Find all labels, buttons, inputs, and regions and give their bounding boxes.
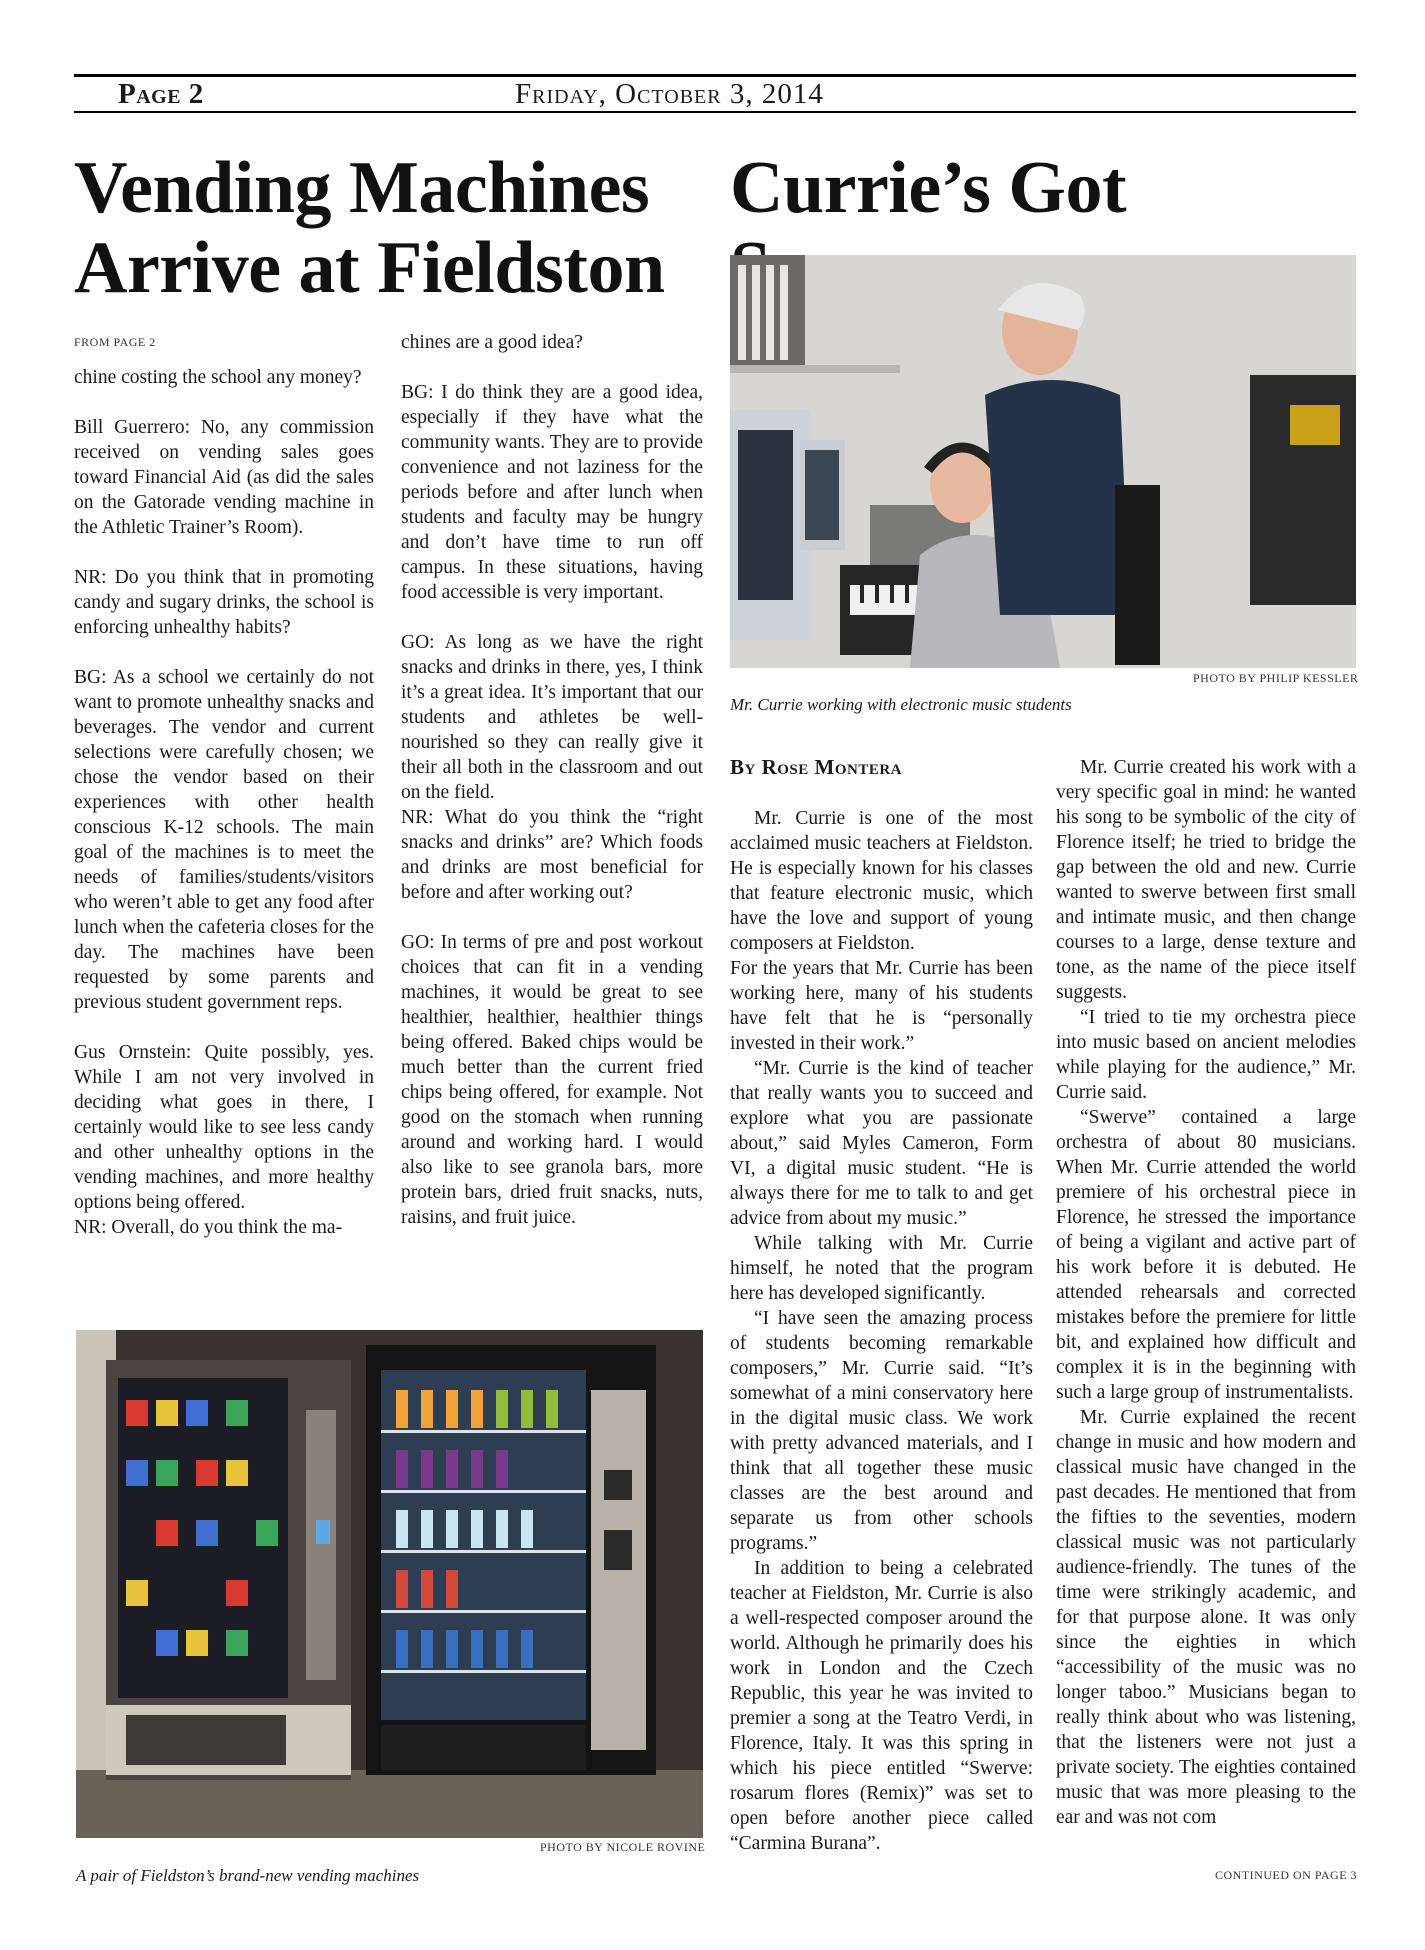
- vending-c1-p1: Bill Guerrero: No, any commission received on vending sales goes toward Financial Aid (as did the sales on the Gatorade vending machine in the Athletic Trainer’s Room).: [74, 417, 374, 538]
- vending-headline-line1: Vending Machines: [74, 147, 650, 229]
- currie-c2-p1: “I tried to tie my orchestra piece into music based on ancient melodies while playing for the audience,” Mr. Currie said.: [1056, 1007, 1356, 1103]
- vending-column-2: [401, 330, 703, 1230]
- top-rule: [74, 74, 1356, 77]
- currie-headline: Currie’s Got: [730, 147, 1127, 229]
- vending-c2-p2: GO: As long as we have the right snacks and drinks in there, yes, I think it’s a great idea. It’s important that our students and athletes be well-nourished so they can really give it their all both in the classroom and out on the field.: [401, 632, 703, 803]
- header-rule: [74, 111, 1356, 113]
- vending-headline-line2: Arrive at Fieldston: [74, 227, 665, 309]
- vending-c1-p2: NR: Do you think that in promoting candy and sugary drinks, the school is enforcing unhealthy habits?: [74, 567, 374, 638]
- vending-photo-credit: PHOTO BY NICOLE ROVINE: [540, 1840, 706, 1854]
- currie-c2-p0: Mr. Currie created his work with a very specific goal in mind: he wanted his song to be symbolic of the city of Florence itself; he tried to bridge the gap between the old and new. Currie wanted to swerve between first small and intimate music, and then change courses to a large, dense texture and tone, as the name of the piece itself suggests.: [1056, 757, 1356, 1003]
- vending-machines-photo: [76, 1330, 703, 1838]
- vending-c1-p0: chine costing the school any money?: [74, 367, 362, 388]
- vending-machines-illustration: [76, 1330, 703, 1838]
- currie-c1-p1: For the years that Mr. Currie has been working here, many of his students have felt that he is “personally invested in their work.”: [730, 958, 1033, 1054]
- currie-photo: [730, 255, 1356, 668]
- issue-date: Friday, October 3, 2014: [515, 78, 824, 110]
- currie-c1-p5: In addition to being a celebrated teacher at Fieldston, Mr. Currie is also a well-respected composer around the world. Although he primarily does his work in London and the Czech Republic, this year he was invited to premier a song at the Teatro Verdi, in Florence, Italy. It was this spring in which his piece entitled “Swerve: rosarum flores (Remix)” was set to open before another piece called “Carmina Burana”.: [730, 1558, 1033, 1854]
- vending-headline: [74, 148, 714, 308]
- page-folio: Page 2: [118, 78, 204, 110]
- currie-photo-caption: Mr. Currie working with electronic music students: [730, 695, 1072, 714]
- currie-column-1: [730, 806, 1033, 1856]
- currie-c2-p2: “Swerve” contained a large orchestra of about 80 musicians. When Mr. Currie attended the world premiere of his orchestral piece in Florence, he stressed the importance of being a vigilant and active part of his work before it is debuted. He attended rehearsals and corrected mistakes before the premiere for little bit, and explained how difficult and complex it is in the beginning with such a large group of instrumentalists.: [1056, 1107, 1356, 1403]
- vending-photo-caption: A pair of Fieldston’s brand-new vending machines: [76, 1866, 420, 1885]
- vending-c1-p4: Gus Ornstein: Quite possibly, yes. While I am not very involved in deciding what goes in there, I certainly would like to see less candy and other unhealthy options in the vending machines, and more healthy options being offered.: [74, 1042, 374, 1213]
- vending-column-1: [74, 365, 374, 1240]
- vending-c2-p4: GO: In terms of pre and post workout choices that can fit in a vending machines, it would be great to see healthier, healthier, healthier things being offered. Baked chips would be much better than the current fried chips being offered, for example. Not good on the stomach when running around and working hard. I would also like to see granola bars, more protein bars, dried fruit snacks, nuts, raisins, and fruit juice.: [401, 932, 703, 1228]
- currie-c2-p3: Mr. Currie explained the recent change in music and how modern and classical music have changed in the past decades. He mentioned that from the fifties to the seventies, modern classical music was not particularly audience-friendly. The tunes of the time were strikingly academic, and for that purpose alone. It was only since the eighties in which “accessibility of the music was no longer taboo.” Musicians began to really think about who was listening, that the listeners were not just a private society. The eighties contained music that was more pleasing to the ear and was not com: [1056, 1407, 1356, 1828]
- currie-byline: By Rose Montera: [730, 755, 903, 779]
- currie-photo-credit: PHOTO BY PHILIP KESSLER: [1193, 671, 1359, 685]
- jump-from: FROM PAGE 2: [74, 335, 156, 349]
- vending-c1-p5: NR: Overall, do you think the ma-: [74, 1217, 343, 1238]
- currie-c1-p2: “Mr. Currie is the kind of teacher that really wants you to succeed and explore what you are passionate about,” said Myles Cameron, Form VI, a digital music student. “He is always there for me to talk to and get advice from about my music.”: [730, 1058, 1033, 1229]
- vending-c2-p0: chines are a good idea?: [401, 332, 583, 353]
- vending-c2-p1: BG: I do think they are a good idea, especially if they have what the community wants. They are to provide convenience and not laziness for the periods before and after lunch when students and faculty may be hungry and don’t have time to run off campus. In these situations, having food accessible is very important.: [401, 382, 703, 603]
- currie-c1-p3: While talking with Mr. Currie himself, he noted that the program here has developed significantly.: [730, 1233, 1033, 1304]
- vending-c2-p3: NR: What do you think the “right snacks and drinks” are? Which foods and drinks are most beneficial for before and after working out?: [401, 807, 703, 903]
- currie-c1-p4: “I have seen the amazing process of students becoming remarkable composers,” Mr. Currie said. “It’s somewhat of a mini conservatory here in the digital music class. We work with pretty advanced materials, and I think that all together these music classes are the best around and separate us from other schools programs.”: [730, 1308, 1033, 1554]
- vending-c1-p3: BG: As a school we certainly do not want to promote unhealthy snacks and beverages. The vendor and current selections were carefully chosen; we chose the vendor based on their experiences with other health conscious K-12 schools. The main goal of the machines is to meet the needs of families/students/visitors who weren’t able to get any food after lunch when the cafeteria closes for the day. The machines have been requested by some parents and previous student government reps.: [74, 667, 374, 1013]
- currie-c1-p0: Mr. Currie is one of the most acclaimed music teachers at Fieldston. He is especially known for his classes that feature electronic music, which have the love and support of young composers at Fieldston.: [730, 808, 1033, 954]
- currie-column-2: [1056, 755, 1356, 1830]
- jump-to: CONTINUED ON PAGE 3: [1215, 1868, 1358, 1882]
- currie-classroom-illustration: [730, 255, 1356, 668]
